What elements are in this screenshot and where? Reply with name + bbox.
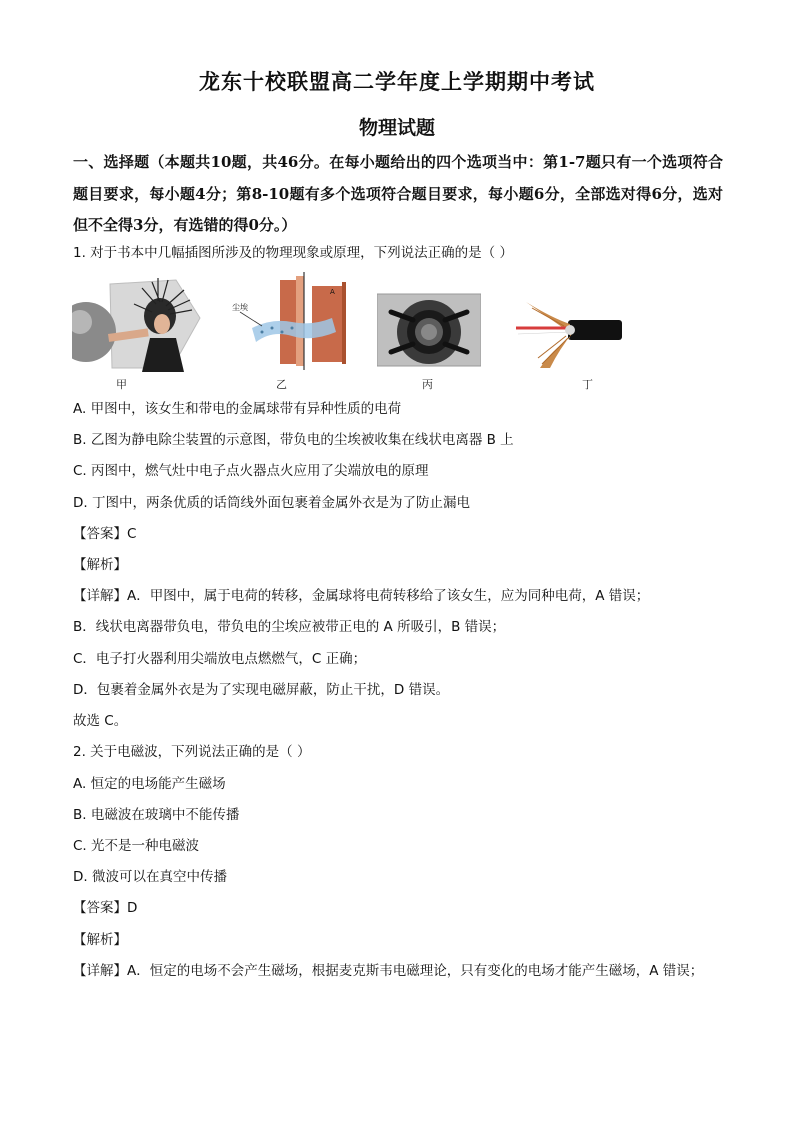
q1-detail-d: D．包裹着金属外衣是为了实现电磁屏蔽，防止干扰，D 错误。 bbox=[73, 682, 450, 698]
q1-option-d: D. 丁图中，两条优质的话筒线外面包裹着金属外衣是为了防止漏电 bbox=[73, 495, 470, 511]
q2-answer: 【答案】D bbox=[73, 900, 138, 916]
q1-answer: 【答案】C bbox=[73, 526, 137, 542]
q1-figures bbox=[72, 272, 632, 392]
q1-conclusion: 故选 C。 bbox=[73, 713, 128, 729]
q1-detail-a: 【详解】A．甲图中，属于电荷的转移，金属球将电荷转移给了该女生，应为同种电荷，A 错误； bbox=[73, 588, 650, 604]
q1-option-a: A. 甲图中，该女生和带电的金属球带有异种性质的电荷 bbox=[73, 401, 402, 417]
q2-option-b: B. 电磁波在玻璃中不能传播 bbox=[73, 807, 240, 823]
q2-option-c: C. 光不是一种电磁波 bbox=[73, 838, 200, 854]
q2-option-a: A. 恒定的电场能产生磁场 bbox=[73, 776, 226, 792]
figure-label-yi: 乙 bbox=[276, 378, 287, 391]
q1-detail-b: B．线状电离器带负电，带负电的尘埃应被带正电的 A 所吸引，B 错误； bbox=[73, 619, 506, 635]
section-instructions: 一、选择题（本题共10题，共46分。在每小题给出的四个选项当中：第1-7题只有一个选项符合题目要求，每小题4分；第8-10题有多个选项符合题目要求，每小题6分，全部选对得6分，选对但不全得3分，有选错的得0分。） bbox=[73, 153, 723, 234]
figure-jia-image bbox=[72, 272, 202, 372]
q2-analysis-heading: 【解析】 bbox=[73, 932, 127, 948]
q1-option-b: B. 乙图为静电除尘装置的示意图，带负电的尘埃被收集在线状电离器 B 上 bbox=[73, 432, 514, 448]
exam-title: 龙东十校联盟高二学年度上学期期中考试 bbox=[199, 70, 595, 94]
figure-label-ding: 丁 bbox=[582, 378, 593, 391]
plate-label: A bbox=[330, 288, 335, 296]
figure-yi-image bbox=[232, 272, 352, 372]
figure-label-jia: 甲 bbox=[116, 378, 127, 391]
q1-stem: 1. 对于书本中几幅插图所涉及的物理现象或原理，下列说法正确的是（ ） bbox=[73, 245, 513, 261]
figure-label-bing: 丙 bbox=[422, 378, 433, 391]
q1-detail-c: C．电子打火器利用尖端放电点燃燃气，C 正确； bbox=[73, 651, 367, 667]
exam-subtitle: 物理试题 bbox=[358, 117, 435, 139]
q1-option-c: C. 丙图中，燃气灶中电子点火器点火应用了尖端放电的原理 bbox=[73, 463, 429, 479]
q1-analysis-heading: 【解析】 bbox=[73, 557, 127, 573]
q2-stem: 2. 关于电磁波，下列说法正确的是（ ） bbox=[73, 744, 311, 760]
figure-bing-image bbox=[377, 272, 481, 372]
q2-detail-a: 【详解】A．恒定的电场不会产生磁场，根据麦克斯韦电磁理论，只有变化的电场才能产生磁场，A 错误； bbox=[73, 963, 704, 979]
q2-option-d: D. 微波可以在真空中传播 bbox=[73, 869, 227, 885]
figure-ding-image bbox=[512, 272, 624, 372]
dust-label: 尘埃 bbox=[232, 303, 248, 312]
